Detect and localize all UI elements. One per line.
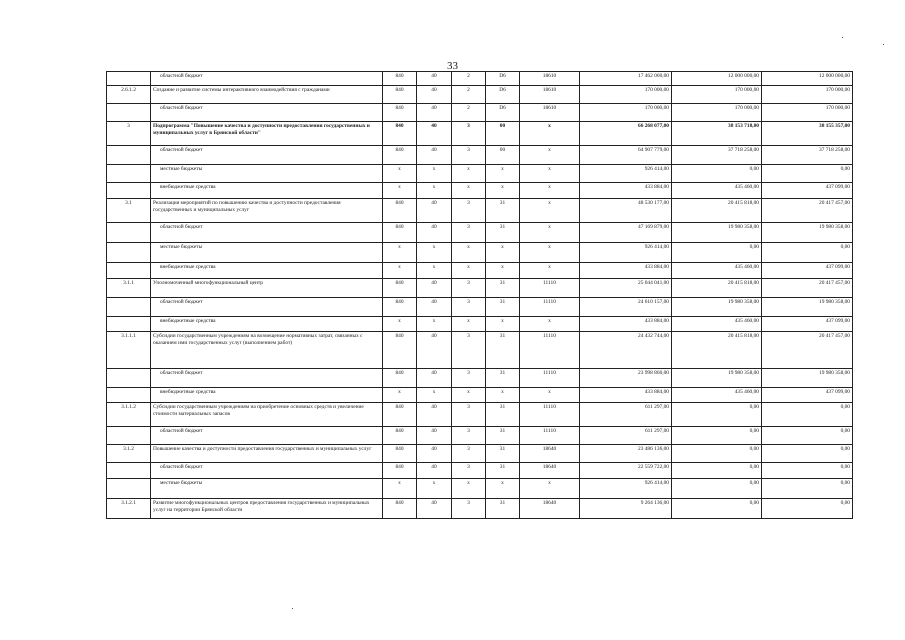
scan-mark [842,37,843,38]
row-code [107,479,151,499]
row-code: 3.1.2 [107,445,151,463]
row-name: местные бюджеты [151,479,383,499]
row-program: 40 [417,369,452,388]
row-code [107,183,151,199]
row-subprogram: 3 [452,427,486,445]
row-activity: 31 [486,427,520,445]
row-value-year2: 435 460,00 [672,388,762,403]
row-value-year2: 170 000,00 [672,104,762,122]
row-grbs: х [383,317,417,332]
row-value-year1: 66 268 077,00 [580,122,672,146]
row-code [107,243,151,263]
table-row [107,263,853,279]
row-direction: х [520,199,580,223]
row-value-year2: 20 415 818,00 [672,279,762,298]
row-value-year2: 12 000 000,00 [672,72,762,86]
row-subprogram: х [452,183,486,199]
row-name: местные бюджеты [151,165,383,183]
row-subprogram: 3 [452,279,486,298]
row-value-year2: 0,00 [672,243,762,263]
row-value-year3: 170 000,00 [762,86,853,104]
row-code [107,104,151,122]
row-name: областной бюджет [151,72,383,86]
row-name: Реализация мероприятий по повышению качества и доступности предоставления государственных и муниципальных услуг [151,199,383,223]
row-activity: 00 [486,122,520,146]
row-subprogram: 3 [452,445,486,463]
table-row [107,165,853,183]
row-direction: 11110 [520,369,580,388]
row-value-year3: 0,00 [762,243,853,263]
row-subprogram: х [452,165,486,183]
row-direction: 18610 [520,104,580,122]
row-direction: 11110 [520,427,580,445]
row-name: областной бюджет [151,146,383,165]
row-direction: 11110 [520,298,580,317]
row-grbs: 840 [383,86,417,104]
row-program: 40 [417,104,452,122]
row-activity: х [486,479,520,499]
row-subprogram: х [452,479,486,499]
row-direction: 18640 [520,463,580,479]
row-grbs: 840 [383,298,417,317]
row-subprogram: х [452,388,486,403]
row-value-year1: 22 559 722,00 [580,463,672,479]
row-activity: х [486,317,520,332]
table-row [107,243,853,263]
row-value-year3: 437 099,00 [762,263,853,279]
row-value-year1: 926 414,00 [580,243,672,263]
row-activity: D6 [486,104,520,122]
row-value-year3: 38 155 357,00 [762,122,853,146]
table-row [107,463,853,479]
row-code: 2.6.1.2 [107,86,151,104]
row-code [107,223,151,243]
row-name: областной бюджет [151,427,383,445]
row-activity: D6 [486,86,520,104]
row-code [107,146,151,165]
row-code: 3.1.2.1 [107,499,151,519]
row-value-year2: 37 718 258,00 [672,146,762,165]
row-program: х [417,183,452,199]
row-value-year1: 48 530 177,00 [580,199,672,223]
row-value-year3: 0,00 [762,403,853,427]
row-value-year3: 20 417 457,00 [762,199,853,223]
row-value-year2: 435 460,00 [672,317,762,332]
table-row [107,298,853,317]
row-grbs: 840 [383,146,417,165]
row-value-year2: 19 980 358,00 [672,369,762,388]
table-row [107,279,853,298]
row-value-year2: 435 460,00 [672,263,762,279]
table-row [107,183,853,199]
row-code: 3.1.1.1 [107,332,151,369]
row-value-year3: 19 980 358,00 [762,369,853,388]
row-activity: 31 [486,403,520,427]
row-value-year1: 9 264 136,00 [580,499,672,519]
row-code: 3.1.1 [107,279,151,298]
row-value-year2: 170 000,00 [672,86,762,104]
row-value-year1: 926 414,00 [580,479,672,499]
row-code [107,427,151,445]
row-value-year1: 611 297,00 [580,427,672,445]
row-program: х [417,479,452,499]
table-row [107,104,853,122]
row-value-year2: 0,00 [672,403,762,427]
row-activity: D6 [486,72,520,86]
row-activity: 31 [486,199,520,223]
row-direction: х [520,223,580,243]
table-row [107,72,853,86]
row-name: внебюджетные средства [151,183,383,199]
row-subprogram: 2 [452,86,486,104]
row-program: 40 [417,403,452,427]
row-grbs: х [383,183,417,199]
row-name: Субсидии государственным учреждениям на возмещение нормативных затрат, связанных с оказанием ими государственных услуг (выполнением работ) [151,332,383,369]
scan-mark [292,608,293,609]
row-program: 40 [417,279,452,298]
row-value-year1: 25 044 041,00 [580,279,672,298]
row-name: областной бюджет [151,463,383,479]
table-row [107,332,853,369]
table-row [107,223,853,243]
row-name: областной бюджет [151,369,383,388]
row-name: областной бюджет [151,298,383,317]
table-row [107,445,853,463]
table-row [107,427,853,445]
row-program: 40 [417,427,452,445]
row-name: Развитие многофункциональных центров предоставления государственных и муниципальных услуг на территории Брянской области [151,499,383,519]
row-activity: 31 [486,223,520,243]
row-value-year1: 433 884,00 [580,388,672,403]
row-subprogram: 3 [452,463,486,479]
row-value-year1: 611 297,00 [580,403,672,427]
row-activity: 31 [486,369,520,388]
row-activity: х [486,183,520,199]
row-direction: х [520,146,580,165]
row-grbs: 840 [383,369,417,388]
row-code [107,463,151,479]
row-program: х [417,243,452,263]
row-value-year3: 0,00 [762,427,853,445]
row-name: местные бюджеты [151,243,383,263]
row-activity: 31 [486,279,520,298]
row-value-year2: 0,00 [672,463,762,479]
row-activity: х [486,243,520,263]
row-grbs: х [383,165,417,183]
row-program: 40 [417,122,452,146]
row-grbs: 840 [383,72,417,86]
row-value-year3: 20 417 457,00 [762,279,853,298]
row-subprogram: 2 [452,104,486,122]
row-code: 3 [107,122,151,146]
row-program: 40 [417,499,452,519]
row-grbs: 840 [383,427,417,445]
page-number: 33 [447,60,458,72]
row-grbs: 840 [383,403,417,427]
row-subprogram: 3 [452,499,486,519]
row-grbs: х [383,479,417,499]
row-grbs: 840 [383,279,417,298]
row-value-year1: 170 000,00 [580,86,672,104]
row-grbs: х [383,263,417,279]
table-body [107,72,853,519]
row-grbs: х [383,243,417,263]
row-value-year2: 20 415 818,00 [672,199,762,223]
table-row [107,86,853,104]
row-grbs: 840 [383,122,417,146]
row-value-year1: 23 486 136,00 [580,445,672,463]
row-direction: 18610 [520,72,580,86]
row-activity: х [486,263,520,279]
row-value-year2: 0,00 [672,427,762,445]
row-direction: 18640 [520,499,580,519]
row-name: внебюджетные средства [151,317,383,332]
row-program: 40 [417,223,452,243]
row-value-year1: 24 610 157,00 [580,298,672,317]
row-subprogram: 3 [452,199,486,223]
row-subprogram: 3 [452,223,486,243]
row-program: х [417,165,452,183]
row-value-year2: 0,00 [672,479,762,499]
row-direction: х [520,122,580,146]
row-value-year2: 0,00 [672,445,762,463]
table-row [107,199,853,223]
row-value-year3: 0,00 [762,499,853,519]
row-direction: х [520,479,580,499]
row-value-year1: 64 907 779,00 [580,146,672,165]
row-activity: 31 [486,298,520,317]
row-activity: х [486,388,520,403]
row-value-year1: 433 884,00 [580,263,672,279]
row-value-year3: 20 417 457,00 [762,332,853,369]
row-activity: 31 [486,499,520,519]
row-code: 3.1 [107,199,151,223]
row-value-year3: 437 099,00 [762,317,853,332]
row-subprogram: х [452,263,486,279]
row-code [107,369,151,388]
row-value-year2: 435 460,00 [672,183,762,199]
row-program: х [417,388,452,403]
row-value-year3: 0,00 [762,445,853,463]
table-row [107,317,853,332]
row-direction: х [520,183,580,199]
table-row [107,146,853,165]
row-grbs: 840 [383,104,417,122]
row-direction: 18640 [520,445,580,463]
row-program: х [417,263,452,279]
row-program: 40 [417,332,452,369]
row-value-year3: 37 718 258,00 [762,146,853,165]
row-value-year3: 437 099,00 [762,183,853,199]
row-value-year1: 926 414,00 [580,165,672,183]
row-subprogram: 2 [452,72,486,86]
row-value-year2: 19 980 358,00 [672,223,762,243]
row-program: 40 [417,199,452,223]
row-code [107,388,151,403]
table-row [107,369,853,388]
row-value-year1: 433 884,00 [580,183,672,199]
row-value-year3: 19 980 358,00 [762,223,853,243]
table-row [107,122,853,146]
table-row [107,479,853,499]
row-grbs: 840 [383,445,417,463]
row-subprogram: х [452,243,486,263]
row-direction: х [520,165,580,183]
row-program: 40 [417,72,452,86]
row-name: Уполномоченный многофункциональный центр [151,279,383,298]
row-value-year3: 12 000 000,00 [762,72,853,86]
row-activity: 31 [486,445,520,463]
row-subprogram: 3 [452,369,486,388]
row-subprogram: 3 [452,332,486,369]
row-activity: 31 [486,463,520,479]
row-name: Создание и развитие системы интерактивного взаимодействия с гражданами [151,86,383,104]
table-row [107,403,853,427]
row-grbs: 840 [383,223,417,243]
row-value-year2: 38 153 718,00 [672,122,762,146]
row-code [107,298,151,317]
row-subprogram: 3 [452,298,486,317]
row-subprogram: х [452,317,486,332]
row-grbs: 840 [383,499,417,519]
row-value-year3: 170 000,00 [762,104,853,122]
row-grbs: 840 [383,332,417,369]
scan-mark [883,44,884,45]
budget-table [106,71,853,519]
row-grbs: х [383,388,417,403]
row-name: областной бюджет [151,104,383,122]
row-value-year2: 20 415 818,00 [672,332,762,369]
row-activity: 00 [486,146,520,165]
row-code: 3.1.1.2 [107,403,151,427]
row-code [107,72,151,86]
row-name: Подпрограмма "Повышение качества и доступности предоставления государственных и муниципальных услуг в Брянской области" [151,122,383,146]
row-value-year1: 23 998 860,00 [580,369,672,388]
table-row [107,388,853,403]
row-value-year2: 0,00 [672,165,762,183]
row-value-year1: 24 432 744,00 [580,332,672,369]
row-direction: 11110 [520,279,580,298]
row-value-year3: 437 099,00 [762,388,853,403]
row-value-year1: 47 169 879,00 [580,223,672,243]
row-value-year2: 0,00 [672,499,762,519]
row-grbs: 840 [383,463,417,479]
row-direction: 11110 [520,332,580,369]
row-code [107,165,151,183]
row-value-year1: 433 884,00 [580,317,672,332]
row-value-year2: 19 980 358,00 [672,298,762,317]
row-subprogram: 3 [452,403,486,427]
row-code [107,317,151,332]
row-activity: х [486,165,520,183]
row-program: х [417,317,452,332]
row-name: внебюджетные средства [151,263,383,279]
row-name: областной бюджет [151,223,383,243]
row-grbs: 840 [383,199,417,223]
row-program: 40 [417,463,452,479]
row-value-year1: 170 000,00 [580,104,672,122]
row-direction: х [520,388,580,403]
table-row [107,499,853,519]
row-program: 40 [417,86,452,104]
row-name: внебюджетные средства [151,388,383,403]
row-subprogram: 3 [452,122,486,146]
row-direction: х [520,263,580,279]
row-activity: 31 [486,332,520,369]
row-subprogram: 3 [452,146,486,165]
row-direction: 18610 [520,86,580,104]
row-value-year3: 19 980 358,00 [762,298,853,317]
row-code [107,263,151,279]
row-program: 40 [417,298,452,317]
row-name: Субсидии государственным учреждениям на приобретение основных средств и увеличение стоимости материальных запасов [151,403,383,427]
row-program: 40 [417,146,452,165]
row-direction: 11110 [520,403,580,427]
row-value-year1: 17 462 000,00 [580,72,672,86]
row-program: 40 [417,445,452,463]
row-direction: х [520,243,580,263]
row-name: Повышение качества и доступности предоставления государственных и муниципальных услуг [151,445,383,463]
row-direction: х [520,317,580,332]
row-value-year3: 0,00 [762,463,853,479]
row-value-year3: 0,00 [762,165,853,183]
row-value-year3: 0,00 [762,479,853,499]
